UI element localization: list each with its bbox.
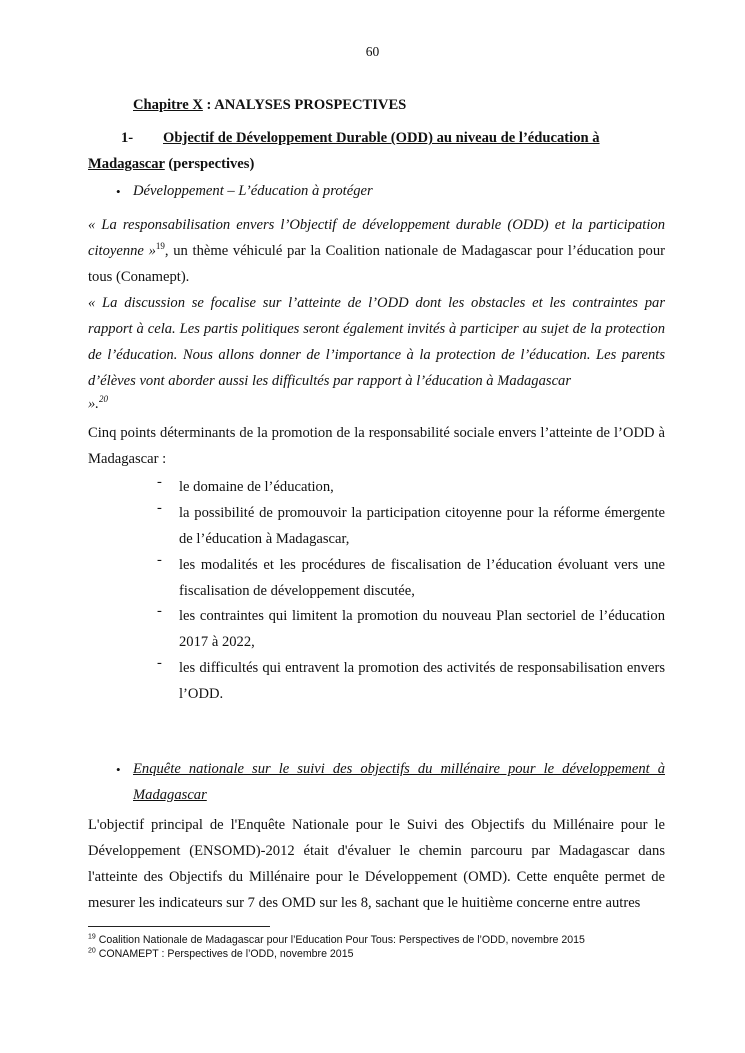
points-intro bbox=[88, 420, 665, 472]
quote2-ending: ». bbox=[88, 396, 99, 412]
quote1-rest bbox=[88, 238, 665, 290]
list-dash: - bbox=[157, 552, 162, 568]
bullet-symbol: • bbox=[116, 762, 121, 777]
list-dash: - bbox=[157, 474, 162, 490]
quote-responsabilisation bbox=[88, 212, 665, 290]
list-dash: - bbox=[157, 500, 162, 516]
list-item: la possibilité de promouvoir la participation citoyenne pour la réforme émergente de l’éducation à Madagascar, bbox=[179, 505, 665, 547]
chapter-heading bbox=[133, 97, 406, 114]
quote1-italic-start: citoyenne » bbox=[88, 243, 156, 259]
points-intro-text: Cinq points déterminants de la promotion de la responsabilité sociale envers l’atteinte de l’ODD à Madagascar : bbox=[88, 425, 665, 467]
section-number: 1- bbox=[121, 130, 134, 146]
chapter-label: Chapitre X bbox=[133, 97, 203, 113]
bullet-heading-ensomd-line1: Enquête nationale sur le suivi des objectifs du millénaire pour le développement à bbox=[133, 761, 665, 777]
list-item: le domaine de l’éducation, bbox=[179, 479, 334, 495]
bullet-heading-ensomd-line2: Madagascar bbox=[133, 787, 207, 803]
footnote-20: $^{20}$ CONAMEPT : Perspectives de l’ODD, novembre 2015 bbox=[88, 947, 354, 960]
quote2-text: « La discussion se focalise sur l’atteinte de l’ODD dont les obstacles et les contraintes par rapport à cela. Les partis politiques seront également invités à participer au sujet de la protection de l’éducation. Nous allons donner de l’importance à la protection de l’éducation. Les parents d’élèves vont aborder aussi les difficultés par rapport à l’éducation à Madagascar bbox=[88, 295, 665, 389]
list-item: les modalités et les procédures de fiscalisation de l’éducation évoluant vers une fiscalisation de développement discutée, bbox=[179, 557, 665, 599]
footnote-ref-20: 20 bbox=[98, 394, 108, 405]
page-number: 60 bbox=[365, 44, 380, 59]
quote2-ending-line bbox=[88, 394, 665, 414]
list-item: les contraintes qui limitent la promotion du nouveau Plan sectoriel de l’éducation 2017 à 2022, bbox=[179, 608, 665, 650]
section-title-madagascar: Madagascar bbox=[88, 156, 165, 172]
section-title-line1: Objectif de Développement Durable (ODD) au niveau de l’éducation à bbox=[163, 130, 600, 146]
list-item: les difficultés qui entravent la promotion des activités de responsabilisation envers l’ODD. bbox=[179, 660, 665, 702]
footnote-ref-19: 19 bbox=[155, 241, 165, 252]
list-dash: - bbox=[157, 603, 162, 619]
list-dash: - bbox=[157, 655, 162, 671]
section-title-line2 bbox=[88, 156, 254, 173]
footnote-separator bbox=[88, 926, 270, 927]
quote1-text: , un thème véhiculé par la Coalition nationale de Madagascar pour l’éducation pour tous (Conamept). bbox=[88, 243, 665, 285]
paragraph-ensomd-text: L'objectif principal de l'Enquête Nationale pour le Suivi des Objectifs du Millénaire pour le Développement (ENSOMD)-2012 était d'évaluer le chemin parcouru par Madagascar dans l'atteinte des Objectifs du Millénaire pour le Développement (OMD). Cette enquête permet de mesurer les indicateurs sur 7 des OMD sur les 8, sachant que le huitième concerne entre autres bbox=[88, 817, 665, 911]
paragraph-ensomd bbox=[88, 812, 665, 916]
quote1-line1: « La responsabilisation envers l’Objectif de développement durable (ODD) et la participation bbox=[88, 217, 665, 233]
quote-discussion bbox=[88, 290, 665, 414]
chapter-title: : ANALYSES PROSPECTIVES bbox=[202, 97, 407, 113]
section-title-suffix: (perspectives) bbox=[164, 156, 255, 172]
bullet-heading-education: Développement – L’éducation à protéger bbox=[133, 183, 373, 199]
bullet-symbol: • bbox=[116, 184, 121, 199]
footnote-19: $^{19}$ Coalition Nationale de Madagascar pour l’Education Pour Tous: Perspectives de l’ODD, novembre 2015 bbox=[88, 933, 585, 946]
